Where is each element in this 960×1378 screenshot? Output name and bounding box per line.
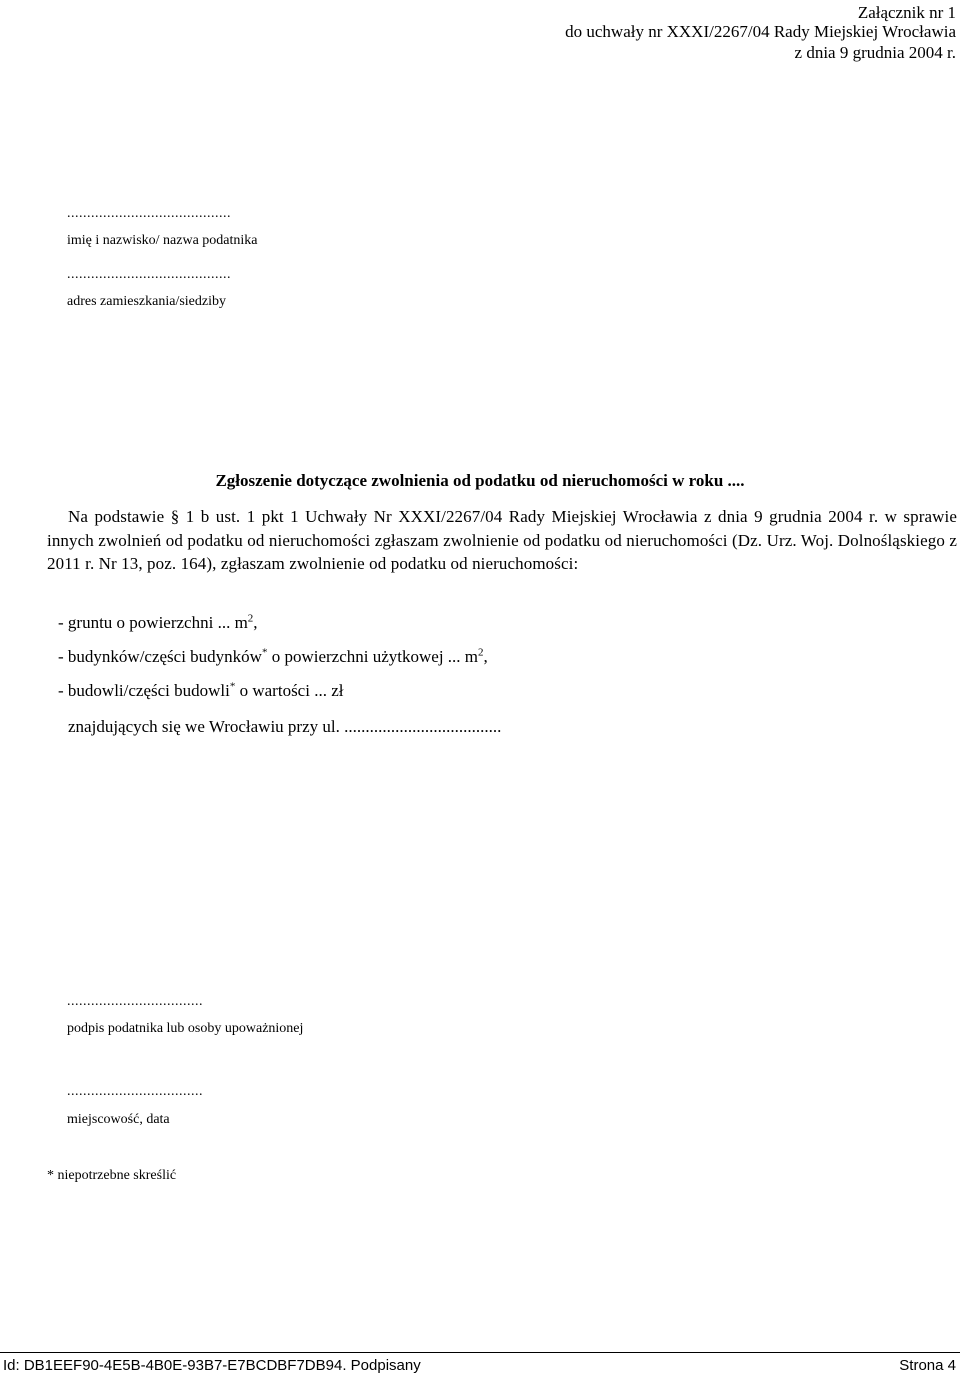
signature-field[interactable]: .................................. <box>67 994 203 1009</box>
taxpayer-address-field[interactable]: ......................................... <box>67 267 231 282</box>
location-line: znajdujących się we Wrocławiu przy ul. ..................................... <box>68 717 502 736</box>
place-date-label: miejscowość, data <box>67 1112 170 1127</box>
footnote: * niepotrzebne skreślić <box>47 1168 177 1183</box>
item-buildings-text-b: o powierzchni użytkowej ... m <box>267 647 479 666</box>
taxpayer-name-field[interactable]: ......................................... <box>67 206 231 221</box>
footer-divider <box>0 1352 960 1353</box>
place-date-field[interactable]: .................................. <box>67 1084 203 1099</box>
header-date: z dnia 9 grudnia 2004 r. <box>794 43 956 62</box>
paragraph-text: Na podstawie § 1 b ust. 1 pkt 1 Uchwały Nr XXXI/2267/04 Rady Miejskiej Wrocławia z dnia 9 grudnia 2004 r. w sprawie innych zwolnień od podatku od nieruchomości zgłaszam zwolnienie od podatku od nieruchomości (Dz. Urz. Woj. Dolnośląskiego z 2011 r. Nr 13, poz. 164), zgłaszam zwolnienie od podatku od nieruchomości: <box>47 507 957 573</box>
header-attachment-number: Załącznik nr 1 <box>857 3 956 22</box>
item-land-text: - gruntu o powierzchni ... m <box>58 613 248 632</box>
taxpayer-name-label: imię i nazwisko/ nazwa podatnika <box>67 233 258 248</box>
item-buildings <box>58 645 488 669</box>
item-buildings-tail: , <box>483 647 488 666</box>
item-land <box>58 611 258 635</box>
item-structures-text-a: - budowli/części budowli <box>58 681 230 700</box>
signature-label: podpis podatnika lub osoby upoważnionej <box>67 1021 304 1036</box>
footer-page-number: Strona 4 <box>899 1357 956 1374</box>
item-structures <box>58 679 343 703</box>
item-land-tail: , <box>253 613 258 632</box>
item-buildings-text-a: - budynków/części budynków <box>58 647 262 666</box>
header-resolution: do uchwały nr XXXI/2267/04 Rady Miejskiej Wrocławia <box>565 22 956 41</box>
footer-document-id: Id: DB1EEF90-4E5B-4B0E-93B7-E7BCDBF7DB94. Podpisany <box>3 1357 421 1374</box>
item-buildings-unit-exponent: 2 <box>478 646 484 659</box>
item-structures-text-b: o wartości ... zł <box>235 681 344 700</box>
item-buildings-footnote-mark: * <box>261 646 268 659</box>
document-title: Zgłoszenie dotyczące zwolnienia od podatku od nieruchomości w roku .... <box>215 471 745 490</box>
main-paragraph <box>47 505 957 576</box>
item-structures-footnote-mark: * <box>229 680 236 693</box>
item-land-unit-exponent: 2 <box>247 612 254 625</box>
taxpayer-address-label: adres zamieszkania/siedziby <box>67 294 226 309</box>
